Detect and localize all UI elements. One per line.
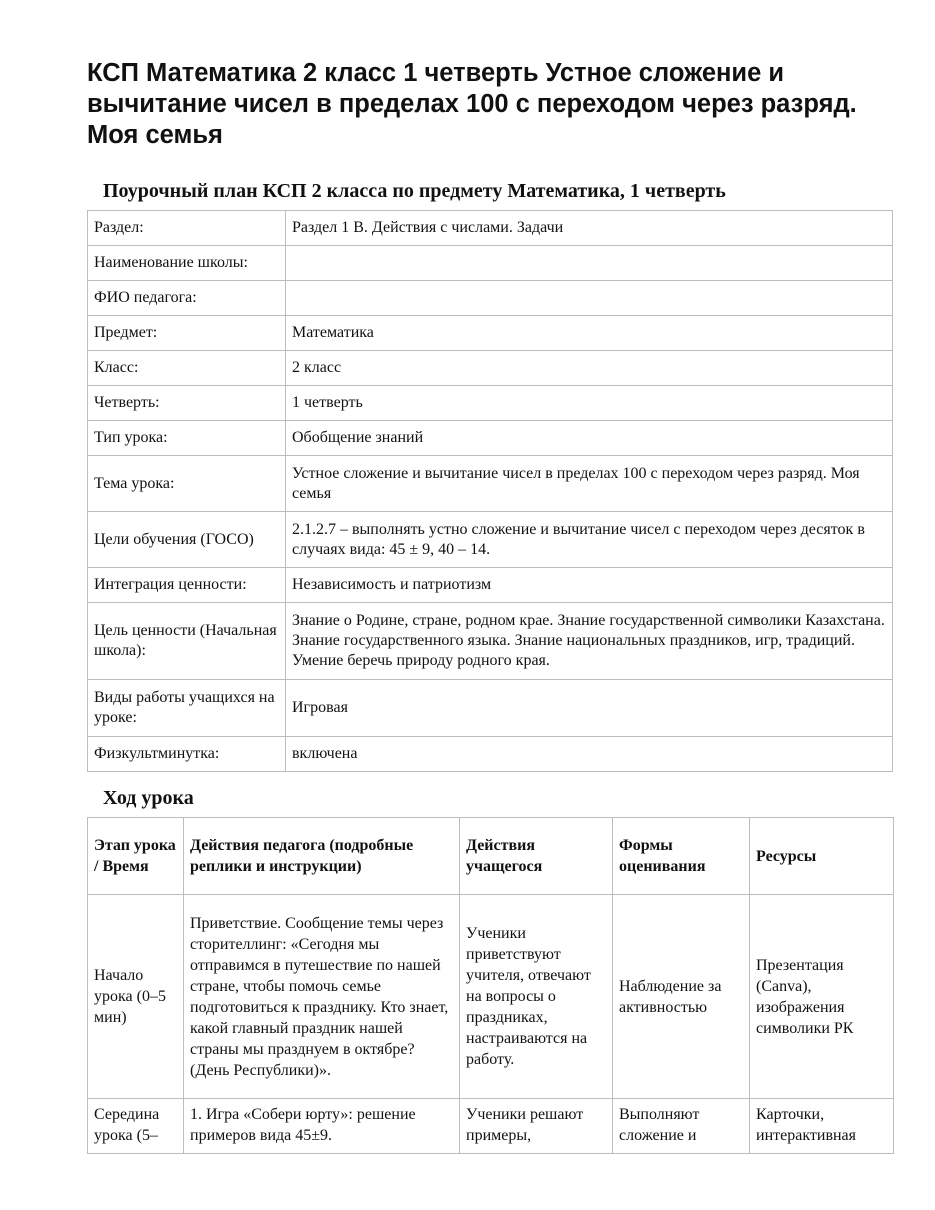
info-row (88, 603, 893, 680)
info-label: Наименование школы: (88, 246, 286, 281)
steps-column-header: Ресурсы (750, 818, 894, 895)
info-label: Цели обучения (ГОСО) (88, 512, 286, 568)
steps-cell: Ученики приветствуют учителя, отвечают на вопросы о праздниках, настраиваются на работу. (460, 895, 613, 1099)
steps-row (88, 895, 894, 1099)
steps-cell: Начало урока (0–5 мин) (88, 895, 184, 1099)
info-value: Математика (286, 316, 893, 351)
steps-cell: Карточки, интерактивная (750, 1099, 894, 1154)
info-value: Знание о Родине, стране, родном крае. Знание государственной символики Казахстана. Знание государственного языка. Знание национальных праздников, игр, традиций. Умение беречь природу родного края. (286, 603, 893, 680)
info-value: Устное сложение и вычитание чисел в пределах 100 с переходом через разряд. Моя семья (286, 456, 893, 512)
info-row (88, 568, 893, 603)
steps-cell: Презентация (Canva), изображения символики РК (750, 895, 894, 1099)
info-value: 1 четверть (286, 386, 893, 421)
info-row (88, 281, 893, 316)
steps-cell: Выполняют сложение и (613, 1099, 750, 1154)
info-label: Цель ценности (Начальная школа): (88, 603, 286, 680)
plan-heading: Поурочный план КСП 2 класса по предмету Математика, 1 четверть (103, 180, 726, 202)
info-value (286, 246, 893, 281)
info-value: 2 класс (286, 351, 893, 386)
page-bottom-margin (0, 1154, 935, 1210)
steps-column-header: Этап урока / Время (88, 818, 184, 895)
steps-cell: Середина урока (5– (88, 1099, 184, 1154)
info-label: Тип урока: (88, 421, 286, 456)
info-label: Раздел: (88, 211, 286, 246)
steps-cell: Приветствие. Сообщение темы через сторителлинг: «Сегодня мы отправимся в путешествие по нашей стране, чтобы помочь семье подготовиться к празднику. Кто знает, какой главный праздник нашей страны мы празднуем в октябре? (День Республики)». (184, 895, 460, 1099)
steps-cell: 1. Игра «Собери юрту»: решение примеров вида 45±9. (184, 1099, 460, 1154)
steps-cell: Ученики решают примеры, (460, 1099, 613, 1154)
info-value: Игровая (286, 680, 893, 737)
steps-column-header: Формы оценивания (613, 818, 750, 895)
info-row (88, 737, 893, 772)
info-row (88, 680, 893, 737)
info-label: Предмет: (88, 316, 286, 351)
info-value: Обобщение знаний (286, 421, 893, 456)
info-label: Физкультминутка: (88, 737, 286, 772)
lesson-steps-table (87, 817, 894, 1154)
info-label: Четверть: (88, 386, 286, 421)
lesson-heading: Ход урока (103, 787, 194, 809)
info-row (88, 316, 893, 351)
info-row (88, 351, 893, 386)
info-row (88, 456, 893, 512)
info-value (286, 281, 893, 316)
info-value: Раздел 1 В. Действия с числами. Задачи (286, 211, 893, 246)
steps-cell: Наблюдение за активностью (613, 895, 750, 1099)
info-label: Тема урока: (88, 456, 286, 512)
steps-header-row (88, 818, 894, 895)
info-label: Интеграция ценности: (88, 568, 286, 603)
info-label: ФИО педагога: (88, 281, 286, 316)
info-row (88, 421, 893, 456)
info-value: включена (286, 737, 893, 772)
steps-row (88, 1099, 894, 1154)
info-value: 2.1.2.7 – выполнять устно сложение и вычитание чисел с переходом через десяток в случаях вида: 45 ± 9, 40 – 14. (286, 512, 893, 568)
info-label: Класс: (88, 351, 286, 386)
info-row (88, 246, 893, 281)
info-row (88, 211, 893, 246)
document-title: КСП Математика 2 класс 1 четверть Устное сложение и вычитание чисел в пределах 100 с переходом через разряд. Моя семья (87, 59, 857, 149)
steps-column-header: Действия учащегося (460, 818, 613, 895)
info-row (88, 512, 893, 568)
info-label: Виды работы учащихся на уроке: (88, 680, 286, 737)
steps-column-header: Действия педагога (подробные реплики и инструкции) (184, 818, 460, 895)
info-row (88, 386, 893, 421)
lesson-info-table (87, 210, 893, 772)
info-value: Независимость и патриотизм (286, 568, 893, 603)
